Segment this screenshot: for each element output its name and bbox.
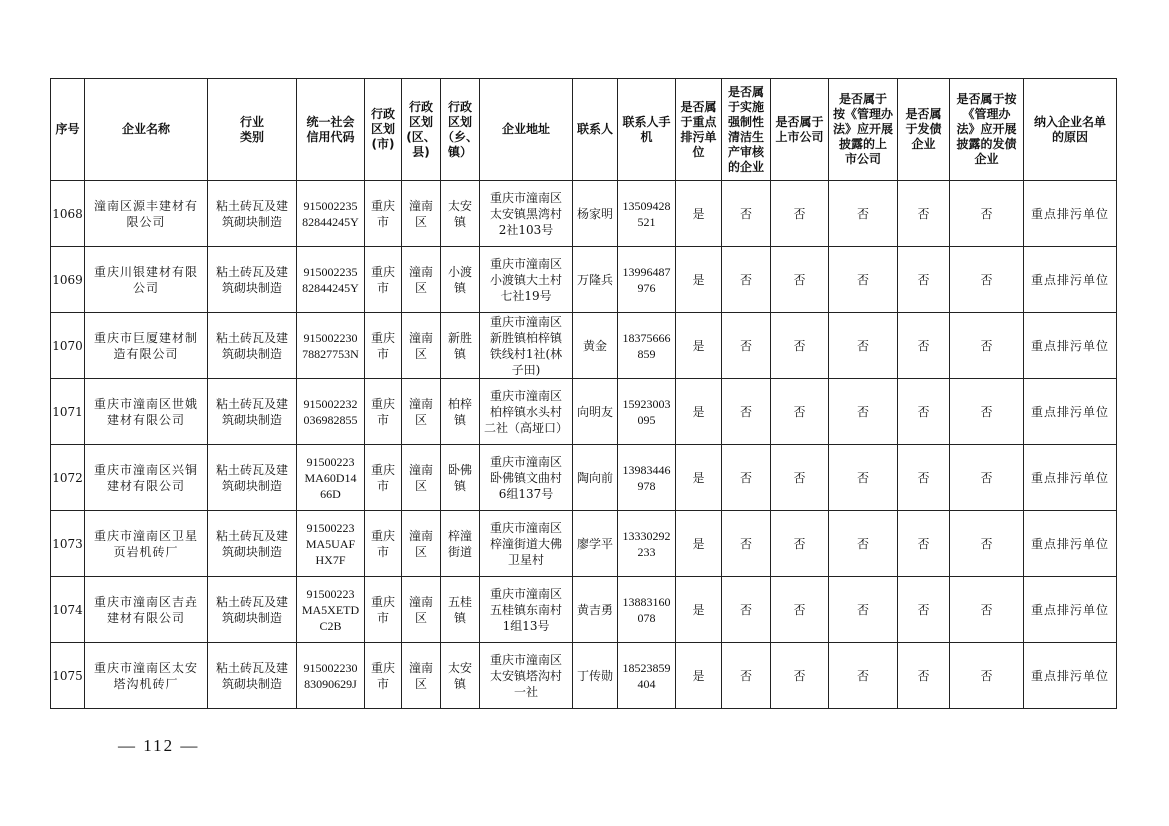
city-cell: 重庆 市 <box>365 247 402 313</box>
header-industry: 行业 类别 <box>208 79 297 181</box>
bond-issuer-cell: 否 <box>898 511 950 577</box>
district-cell: 潼南 区 <box>402 511 441 577</box>
company-name-cell: 潼南区源丰建材有 限公司 <box>85 181 208 247</box>
reason-cell: 重点排污单位 <box>1024 445 1117 511</box>
header-reason: 纳入企业名单 的原因 <box>1024 79 1117 181</box>
company-name-cell: 重庆市潼南区吉垚 建材有限公司 <box>85 577 208 643</box>
seq-cell: 1068 <box>51 181 85 247</box>
clean-production-cell: 否 <box>722 379 771 445</box>
credit-code-cell: 91500223 MA60D14 66D <box>297 445 365 511</box>
page-number: — 112 — <box>118 736 200 755</box>
phone-cell: 13996487 976 <box>618 247 676 313</box>
address-cell: 重庆市潼南区 太安镇塔沟村 一社 <box>480 643 573 709</box>
address-cell: 重庆市潼南区 小渡镇大土村 七社19号 <box>480 247 573 313</box>
listed-disclosure-cell: 否 <box>829 379 898 445</box>
contact-cell: 杨家明 <box>573 181 618 247</box>
bond-disclosure-cell: 否 <box>950 247 1024 313</box>
header-bond-issuer: 是否属 于发债 企业 <box>898 79 950 181</box>
town-cell: 五桂 镇 <box>441 577 480 643</box>
phone-cell: 18375666 859 <box>618 313 676 379</box>
contact-cell: 陶向前 <box>573 445 618 511</box>
reason-cell: 重点排污单位 <box>1024 181 1117 247</box>
key-polluter-cell: 是 <box>676 577 722 643</box>
credit-code-cell: 915002230 83090629J <box>297 643 365 709</box>
bond-issuer-cell: 否 <box>898 643 950 709</box>
credit-code-cell: 91500223 MA5XETD C2B <box>297 577 365 643</box>
clean-production-cell: 否 <box>722 577 771 643</box>
contact-cell: 万隆兵 <box>573 247 618 313</box>
company-name-cell: 重庆川银建材有限 公司 <box>85 247 208 313</box>
city-cell: 重庆 市 <box>365 313 402 379</box>
listed-company-cell: 否 <box>771 445 829 511</box>
seq-cell: 1070 <box>51 313 85 379</box>
key-polluter-cell: 是 <box>676 247 722 313</box>
listed-disclosure-cell: 否 <box>829 643 898 709</box>
district-cell: 潼南 区 <box>402 643 441 709</box>
key-polluter-cell: 是 <box>676 313 722 379</box>
listed-company-cell: 否 <box>771 511 829 577</box>
clean-production-cell: 否 <box>722 643 771 709</box>
seq-cell: 1073 <box>51 511 85 577</box>
header-listed-disclosure: 是否属于 按《管理办 法》应开展 披露的上 市公司 <box>829 79 898 181</box>
clean-production-cell: 否 <box>722 445 771 511</box>
listed-company-cell: 否 <box>771 313 829 379</box>
credit-code-cell: 915002235 82844245Y <box>297 247 365 313</box>
header-contact: 联系人 <box>573 79 618 181</box>
seq-cell: 1074 <box>51 577 85 643</box>
listed-company-cell: 否 <box>771 247 829 313</box>
industry-cell: 粘土砖瓦及建 筑砌块制造 <box>208 181 297 247</box>
town-cell: 新胜 镇 <box>441 313 480 379</box>
table-row <box>51 643 1117 709</box>
clean-production-cell: 否 <box>722 181 771 247</box>
company-name-cell: 重庆市巨厦建材制 造有限公司 <box>85 313 208 379</box>
listed-disclosure-cell: 否 <box>829 577 898 643</box>
bond-issuer-cell: 否 <box>898 379 950 445</box>
seq-cell: 1071 <box>51 379 85 445</box>
reason-cell: 重点排污单位 <box>1024 247 1117 313</box>
town-cell: 太安 镇 <box>441 181 480 247</box>
credit-code-cell: 91500223 MA5UAF HX7F <box>297 511 365 577</box>
seq-cell: 1075 <box>51 643 85 709</box>
table-row <box>51 577 1117 643</box>
contact-cell: 黄金 <box>573 313 618 379</box>
listed-disclosure-cell: 否 <box>829 181 898 247</box>
header-phone: 联系人手 机 <box>618 79 676 181</box>
district-cell: 潼南 区 <box>402 313 441 379</box>
district-cell: 潼南 区 <box>402 379 441 445</box>
table-row <box>51 181 1117 247</box>
district-cell: 潼南 区 <box>402 247 441 313</box>
bond-issuer-cell: 否 <box>898 247 950 313</box>
key-polluter-cell: 是 <box>676 379 722 445</box>
listed-company-cell: 否 <box>771 181 829 247</box>
bond-disclosure-cell: 否 <box>950 577 1024 643</box>
district-cell: 潼南 区 <box>402 445 441 511</box>
clean-production-cell: 否 <box>722 247 771 313</box>
contact-cell: 黄吉勇 <box>573 577 618 643</box>
industry-cell: 粘土砖瓦及建 筑砌块制造 <box>208 379 297 445</box>
reason-cell: 重点排污单位 <box>1024 313 1117 379</box>
town-cell: 梓潼 街道 <box>441 511 480 577</box>
bond-disclosure-cell: 否 <box>950 445 1024 511</box>
bond-issuer-cell: 否 <box>898 445 950 511</box>
listed-disclosure-cell: 否 <box>829 511 898 577</box>
address-cell: 重庆市潼南区 太安镇黑湾村 2社103号 <box>480 181 573 247</box>
header-company-name: 企业名称 <box>85 79 208 181</box>
company-name-cell: 重庆市潼南区兴铜 建材有限公司 <box>85 445 208 511</box>
listed-disclosure-cell: 否 <box>829 445 898 511</box>
industry-cell: 粘土砖瓦及建 筑砌块制造 <box>208 247 297 313</box>
header-bond-disclosure: 是否属于按 《管理办 法》应开展 披露的发债 企业 <box>950 79 1024 181</box>
bond-issuer-cell: 否 <box>898 181 950 247</box>
address-cell: 重庆市潼南区 卧佛镇文曲村 6组137号 <box>480 445 573 511</box>
key-polluter-cell: 是 <box>676 511 722 577</box>
reason-cell: 重点排污单位 <box>1024 379 1117 445</box>
town-cell: 太安 镇 <box>441 643 480 709</box>
header-row <box>51 79 1117 181</box>
city-cell: 重庆 市 <box>365 643 402 709</box>
address-cell: 重庆市潼南区 新胜镇柏梓镇 铁线村1社(林 子田) <box>480 313 573 379</box>
credit-code-cell: 915002232 036982855 <box>297 379 365 445</box>
company-name-cell: 重庆市潼南区卫星 页岩机砖厂 <box>85 511 208 577</box>
header-seq: 序号 <box>51 79 85 181</box>
credit-code-cell: 915002235 82844245Y <box>297 181 365 247</box>
district-cell: 潼南 区 <box>402 577 441 643</box>
seq-cell: 1072 <box>51 445 85 511</box>
city-cell: 重庆 市 <box>365 511 402 577</box>
listed-company-cell: 否 <box>771 577 829 643</box>
table-body <box>51 181 1117 709</box>
header-town: 行政 区划 （乡、 镇） <box>441 79 480 181</box>
town-cell: 柏梓 镇 <box>441 379 480 445</box>
table-row <box>51 379 1117 445</box>
table-row <box>51 247 1117 313</box>
phone-cell: 13330292 233 <box>618 511 676 577</box>
contact-cell: 丁传勋 <box>573 643 618 709</box>
industry-cell: 粘土砖瓦及建 筑砌块制造 <box>208 445 297 511</box>
industry-cell: 粘土砖瓦及建 筑砌块制造 <box>208 577 297 643</box>
bond-disclosure-cell: 否 <box>950 643 1024 709</box>
header-credit-code: 统一社会 信用代码 <box>297 79 365 181</box>
table-row <box>51 511 1117 577</box>
city-cell: 重庆 市 <box>365 379 402 445</box>
listed-company-cell: 否 <box>771 379 829 445</box>
listed-disclosure-cell: 否 <box>829 313 898 379</box>
town-cell: 小渡 镇 <box>441 247 480 313</box>
phone-cell: 18523859 404 <box>618 643 676 709</box>
district-cell: 潼南 区 <box>402 181 441 247</box>
bond-disclosure-cell: 否 <box>950 379 1024 445</box>
company-name-cell: 重庆市潼南区太安 塔沟机砖厂 <box>85 643 208 709</box>
clean-production-cell: 否 <box>722 313 771 379</box>
industry-cell: 粘土砖瓦及建 筑砌块制造 <box>208 511 297 577</box>
listed-company-cell: 否 <box>771 643 829 709</box>
reason-cell: 重点排污单位 <box>1024 511 1117 577</box>
credit-code-cell: 915002230 78827753N <box>297 313 365 379</box>
bond-disclosure-cell: 否 <box>950 181 1024 247</box>
address-cell: 重庆市潼南区 梓潼街道大佛 卫星村 <box>480 511 573 577</box>
company-name-cell: 重庆市潼南区世娥 建材有限公司 <box>85 379 208 445</box>
seq-cell: 1069 <box>51 247 85 313</box>
bond-issuer-cell: 否 <box>898 577 950 643</box>
contact-cell: 向明友 <box>573 379 618 445</box>
key-polluter-cell: 是 <box>676 445 722 511</box>
clean-production-cell: 否 <box>722 511 771 577</box>
city-cell: 重庆 市 <box>365 577 402 643</box>
industry-cell: 粘土砖瓦及建 筑砌块制造 <box>208 643 297 709</box>
key-polluter-cell: 是 <box>676 643 722 709</box>
phone-cell: 13983446 978 <box>618 445 676 511</box>
industry-cell: 粘土砖瓦及建 筑砌块制造 <box>208 313 297 379</box>
bond-disclosure-cell: 否 <box>950 313 1024 379</box>
town-cell: 卧佛 镇 <box>441 445 480 511</box>
address-cell: 重庆市潼南区 柏梓镇水头村 二社（高垭口） <box>480 379 573 445</box>
header-city: 行政 区划 (市) <box>365 79 402 181</box>
city-cell: 重庆 市 <box>365 181 402 247</box>
header-key-polluter: 是否属 于重点 排污单 位 <box>676 79 722 181</box>
header-district: 行政 区划 (区、 县) <box>402 79 441 181</box>
key-polluter-cell: 是 <box>676 181 722 247</box>
reason-cell: 重点排污单位 <box>1024 577 1117 643</box>
reason-cell: 重点排污单位 <box>1024 643 1117 709</box>
header-clean-production: 是否属 于实施 强制性 清洁生 产审核 的企业 <box>722 79 771 181</box>
bond-issuer-cell: 否 <box>898 313 950 379</box>
listed-disclosure-cell: 否 <box>829 247 898 313</box>
phone-cell: 15923003 095 <box>618 379 676 445</box>
table-row <box>51 313 1117 379</box>
enterprise-table <box>50 78 1117 709</box>
contact-cell: 廖学平 <box>573 511 618 577</box>
address-cell: 重庆市潼南区 五桂镇东南村 1组13号 <box>480 577 573 643</box>
header-address: 企业地址 <box>480 79 573 181</box>
table-row <box>51 445 1117 511</box>
phone-cell: 13509428 521 <box>618 181 676 247</box>
city-cell: 重庆 市 <box>365 445 402 511</box>
header-listed-company: 是否属于 上市公司 <box>771 79 829 181</box>
phone-cell: 13883160 078 <box>618 577 676 643</box>
bond-disclosure-cell: 否 <box>950 511 1024 577</box>
